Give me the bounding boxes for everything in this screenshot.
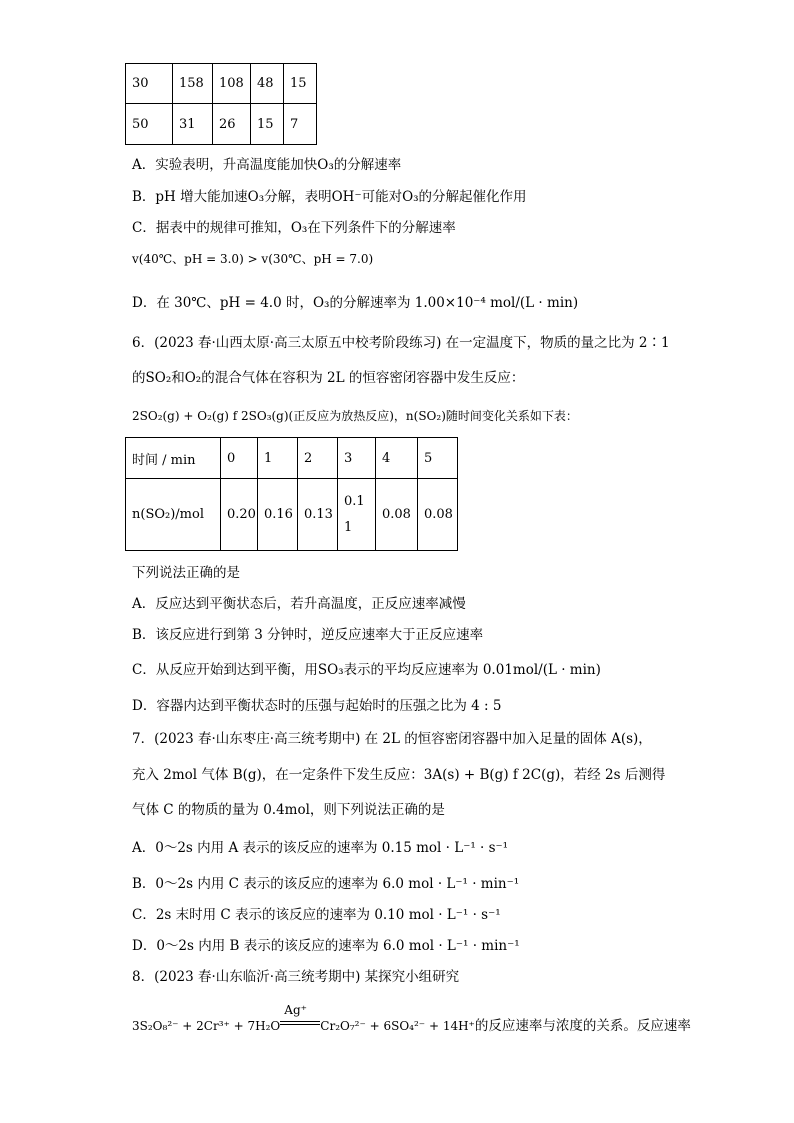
table-cell: 30 (126, 64, 173, 104)
table-cell: 0.1 1 (338, 479, 376, 551)
q7-option-d: D．0～2s 内用 B 表示的该反应的速率为 6.0 mol · L⁻¹ · min⁻¹ (132, 938, 520, 954)
table-cell: 0.20 (221, 479, 258, 551)
q6-equation: 2SO₂(g) + O₂(g) f 2SO₃(g)(正反应为放热反应)，n(SO₂)随时间变化关系如下表： (132, 409, 578, 423)
q6-option-b: B．该反应进行到第 3 分钟时，逆反应速率大于正反应速率 (132, 627, 484, 643)
q8-equation-tail: 的反应速率与浓度的关系。反应速率 (474, 1018, 691, 1034)
q6-option-a: A．反应达到平衡状态后，若升高温度，正反应速率减慢 (132, 596, 466, 612)
q8-equation-right: Cr₂O₇²⁻ + 6SO₄²⁻ + 14H⁺ (320, 1019, 475, 1033)
table-header-cell: 2 (298, 438, 338, 479)
q6-prompt: 下列说法正确的是 (132, 565, 240, 581)
q7-option-b: B．0～2s 内用 C 表示的该反应的速率为 6.0 mol · L⁻¹ · min⁻¹ (132, 876, 520, 892)
table-cell: 48 (251, 64, 284, 104)
table-cell: 7 (284, 104, 317, 145)
q5-option-c-formula: v(40℃、pH = 3.0) > v(30℃、pH = 7.0) (132, 252, 374, 266)
q5-option-c: C．据表中的规律可推知，O₃在下列条件下的分解速率 (132, 220, 456, 236)
q8-stem-line1: 8．(2023 春·山东临沂·高三统考期中) 某探究小组研究 (132, 969, 460, 985)
table-cell: 0.16 (258, 479, 298, 551)
q7-stem-line2: 充入 2mol 气体 B(g)，在一定条件下发生反应：3A(s) + B(g) f 2C(g)，若经 2s 后测得 (132, 767, 666, 783)
q6-option-c: C．从反应开始到达到平衡，用SO₃表示的平均反应速率为 0.01mol/(L · min) (132, 662, 601, 678)
table-cell: 50 (126, 104, 173, 145)
table-header-cell: 5 (418, 438, 458, 479)
table-cell: 158 (173, 64, 213, 104)
q6-stem-line2: 的SO₂和O₂的混合气体在容积为 2L 的恒容密闭容器中发生反应： (132, 370, 525, 386)
table-row (126, 438, 458, 479)
q7-stem-line1: 7．(2023 春·山东枣庄·高三统考期中) 在 2L 的恒容密闭容器中加入足量的固体 A(s)， (132, 731, 652, 747)
table-cell: 15 (284, 64, 317, 104)
catalyst-equals-sign (280, 1003, 320, 1034)
table-header-cell: 1 (258, 438, 298, 479)
q7-stem-line3: 气体 C 的物质的量为 0.4mol，则下列说法正确的是 (132, 802, 445, 818)
table-header-cell: 0 (221, 438, 258, 479)
table-row (126, 64, 317, 104)
q7-option-c: C．2s 末时用 C 表示的该反应的速率为 0.10 mol · L⁻¹ · s⁻¹ (132, 907, 501, 923)
table-cell: 0.08 (418, 479, 458, 551)
rate-table-continued (125, 63, 317, 145)
q6-option-d: D．容器内达到平衡状态时的压强与起始时的压强之比为 4 : 5 (132, 698, 502, 714)
table-cell: 108 (213, 64, 251, 104)
q7-option-a: A．0～2s 内用 A 表示的该反应的速率为 0.15 mol · L⁻¹ · s⁻¹ (132, 840, 509, 856)
table-header-cell: 4 (376, 438, 418, 479)
table-cell: 15 (251, 104, 284, 145)
table-cell: 0.13 (298, 479, 338, 551)
table-row (126, 104, 317, 145)
q5-option-b: B．pH 增大能加速O₃分解，表明OH⁻可能对O₃的分解起催化作用 (132, 189, 527, 205)
so2-time-table (125, 437, 458, 551)
table-row (126, 479, 458, 551)
table-cell: 31 (173, 104, 213, 145)
catalyst-label: Ag⁺ (284, 1003, 307, 1017)
q6-stem-line1: 6．(2023 春·山西太原·高三太原五中校考阶段练习) 在一定温度下，物质的量之比为 2∶1 (132, 335, 670, 351)
table-row-label: n(SO₂)/mol (126, 479, 221, 551)
table-header-cell: 时间 / min (126, 438, 221, 479)
table-cell: 0.08 (376, 479, 418, 551)
table-cell: 26 (213, 104, 251, 145)
q5-option-a: A．实验表明，升高温度能加快O₃的分解速率 (132, 157, 402, 173)
q8-equation-left: 3S₂O₈²⁻ + 2Cr³⁺ + 7H₂O (132, 1019, 281, 1033)
table-header-cell: 3 (338, 438, 376, 479)
q8-equation-line (132, 1003, 691, 1034)
q5-option-d: D．在 30℃、pH = 4.0 时，O₃的分解速率为 1.00×10⁻⁴ mol/(L · min) (132, 295, 579, 311)
